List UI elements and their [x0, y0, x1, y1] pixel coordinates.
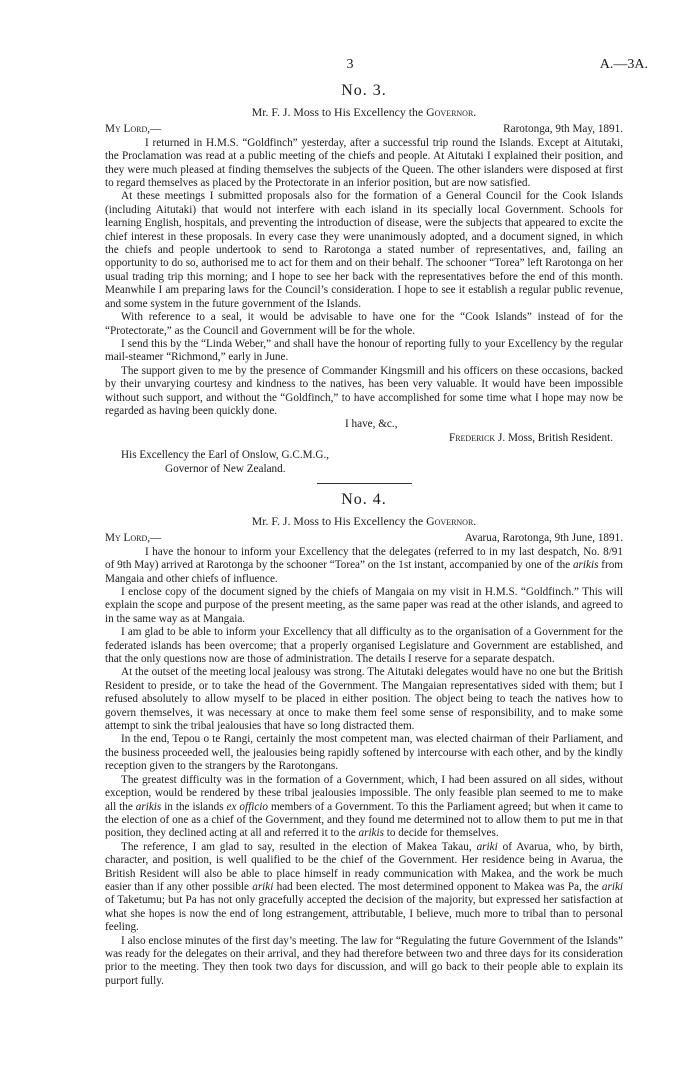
letter-4-paragraph-4: At the outset of the meeting local jealousy was strong. The Aitutaki delegates would have no one but the British Resident to preside, or to take the head of the Government. The Mangaian representatives sided with them; but I refused absolutely to allow myself to be placed in either position. The object being to teach the natives how to govern themselves, it was necessary at once to make them feel some sense of responsibility, and to make some attempt to sink the tribal jealousies that have so long distracted them. [105, 666, 623, 733]
letter-4-title: No. 4. [341, 490, 387, 508]
letter-3-signature-rest: J. Moss, British Resident. [498, 431, 613, 444]
letter-4-paragraph-1 [105, 546, 623, 586]
letter-4-paragraph-8: I also enclose minutes of the first day’s meeting. The law for “Regulating the future Government of the Islands” was ready for the delegates on their arrival, and they had therefore between two and three days for its consideration prior to the meeting. They then took two days for discussion, and will go back to their people able to explain its purport fully. [105, 934, 623, 987]
letter-3-heading-prefix: Mr. F. J. Moss to His Excellency the [251, 105, 424, 119]
letter-3-paragraph-1: I returned in H.M.S. “Goldfinch” yesterday, after a successful trip round the Islands. Except at Aitutaki, the Proclamation was read at a public meeting of the chiefs and people. At Aitutaki I explained their position, and they were much pleased at finding themselves the subjects of the Queen. The other islanders were disposed at first to regard themselves as placed by the Protectorate in an inferior position, but are now satisfied. [105, 136, 623, 190]
letter-4-paragraph-7-part-a: The reference, I am glad to say, resulted in the election of Makea Takau, [121, 840, 472, 853]
letter-3-salutation: My Lord,— [105, 123, 162, 136]
letter-4-paragraph-6-italic-1: arikis [135, 800, 162, 813]
letter-4-paragraph-1-italic: arikis [572, 559, 599, 572]
letter-4-dateline: Avarua, Rarotonga, 9th June, 1891. [464, 532, 623, 545]
letter-no-4 [105, 491, 623, 988]
letter-3-addressee-line-1: His Excellency the Earl of Onslow, G.C.M.G., [121, 449, 330, 462]
letter-4-paragraph-6-part-a: The greatest difficulty was in the formation of a Government, which, I had been assured on all sides, without exception, would be rendered by these tribal jealousies impossible. The only feasible plan seemed to me to make all the [105, 773, 623, 813]
letter-4-paragraph-7-part-d: of Taketumu; but Pa has not only gracefully accepted the decision of the majority, but expressed her satisfaction at what she hopes is now the end of long estrangement, attributable, I believe, much more to tribal than to personal feeling. [105, 894, 623, 934]
letter-4-paragraph-1-text: I have the honour to inform your Excellency that the delegates (referred to in my last despatch, No. 8/91 of 9th May) arrived at Rarotonga by the schooner “Torea” on the 1st instant, accompanied by one of the [105, 545, 623, 572]
letter-4-heading [105, 515, 623, 528]
letter-4-heading-prefix: Mr. F. J. Moss to His Excellency the [251, 513, 424, 528]
letter-4-paragraph-5: In the end, Tepou o te Rangi, certainly the most competent man, was elected chairman of their Parliament, and the business proceeded well, the jealousies being rapidly softened by intercourse with each other, and by the kindly reception given to the strangers by the Rarotongans. [105, 733, 623, 773]
letter-3-paragraph-5: The support given to me by the presence of Commander Kingsmill and his officers on these occasions, backed by their unvarying courtesy and kindness to the natives, has been very valuable. It would have been impossible without such support, and without the “Goldfinch,” to have accomplished for some time what I hope may now be regarded as having been quickly done. [105, 364, 623, 417]
letter-3-title: No. 3. [341, 82, 387, 99]
letter-4-paragraph-6-part-d: to decide for themselves. [386, 827, 499, 840]
letter-4-paragraph-7 [105, 841, 623, 935]
letter-4-paragraph-6-italic-3: arikis [358, 827, 384, 840]
letter-4-salutation-row [105, 532, 623, 545]
letter-4-heading-title: Governor. [426, 513, 477, 528]
letter-3-closing: I have, &c., [345, 418, 398, 431]
letter-4-paragraph-3: I am glad to be able to inform your Excellency that all difficulty as to the organisation of a Government for the federated islands has been overcome; that a properly organised Legislature and Government are established, and that the only questions now are those of administration. The details I reserve for a separate despatch. [105, 626, 623, 666]
letter-4-paragraph-6-part-b: in the islands [164, 800, 224, 813]
page-number: 3 [346, 57, 354, 72]
letter-4-paragraph-7-italic-1: ariki [476, 840, 498, 853]
letter-4-paragraph-1-end: from Mangaia and other chiefs of influence. [105, 559, 623, 585]
document-reference: A.—3A. [599, 57, 648, 72]
letter-4-paragraph-6-part-c: members of a Government. To this the Parliament agreed; but when it came to the election of one as a chief of the Government, and they found me determined not to allow them to put me in that position, they declined acting at all and referred it to the [105, 800, 624, 840]
letter-4-paragraph-7-italic-2: ariki [252, 880, 274, 893]
letter-3-heading [105, 106, 623, 119]
letter-3-heading-title: Governor. [426, 105, 477, 119]
letter-3-paragraph-2: At these meetings I submitted proposals also for the formation of a General Council for the Cook Islands (including Aitutaki) that would not interfere with each island in its specially local Government. Schools for learning English, hospitals, and preventing the introduction of disease, were the subjects that appeared to excite the chief interest in these proposals. In every case they were unanimously adopted, and a document signed, in which the chiefs and people undertook to send to Rarotonga a stated number of representatives, and, failing an opportunity to do so, authorised me to act for them and on their behalf. The schooner “Torea” left Rarotonga on her usual trading trip this morning; and I hope to see her back with the representatives before the end of this month. Meanwhile I am preparing laws for the Council’s consideration. I hope to see it establish a regular public revenue, and some system in the future government of the Islands. [105, 190, 623, 310]
letter-3-signature [105, 432, 623, 445]
letter-4-paragraph-6 [105, 774, 623, 841]
letter-4-paragraph-7-part-c: had been elected. The most determined opponent to Makea was Pa, the [276, 880, 599, 893]
section-divider [317, 483, 412, 484]
letter-4-paragraph-7-italic-3: ariki [601, 880, 624, 893]
letter-3-paragraph-3: With reference to a seal, it would be advisable to have one for the “Cook Islands” instead of for the “Protectorate,” as the Council and Government will be for the whole. [105, 311, 623, 337]
letter-4-paragraph-7-part-b: of Avarua, who, by birth, character, and position, is well qualified to be the chief of the Government. Her residence being in Avarua, the British Resident will also be able to place himself in ready communication with Makea, and the work be much easier than if any other possible [105, 840, 624, 893]
letter-4-paragraph-2: I enclose copy of the document signed by the chiefs of Mangaia on my visit in H.M.S. “Goldfinch.” This will explain the scope and purpose of the present meeting, as the same paper was read at the other islands, and agreed to in the same way as at Mangaia. [105, 586, 623, 625]
letter-4-salutation: My Lord,— [105, 532, 162, 545]
letter-no-3 [105, 82, 623, 476]
letter-3-addressee-line-2: Governor of New Zealand. [165, 462, 286, 475]
letter-3-signature-name: Frederick [448, 431, 496, 444]
letter-3-salutation-row [105, 123, 623, 136]
letter-4-paragraph-6-italic-2: ex officio [226, 800, 268, 813]
letter-3-dateline: Rarotonga, 9th May, 1891. [503, 123, 623, 136]
page-content [105, 82, 623, 988]
letter-3-paragraph-4: I send this by the “Linda Weber,” and shall have the honour of reporting fully to your Excellency by the regular mail-steamer “Richmond,” early in June. [105, 337, 623, 364]
